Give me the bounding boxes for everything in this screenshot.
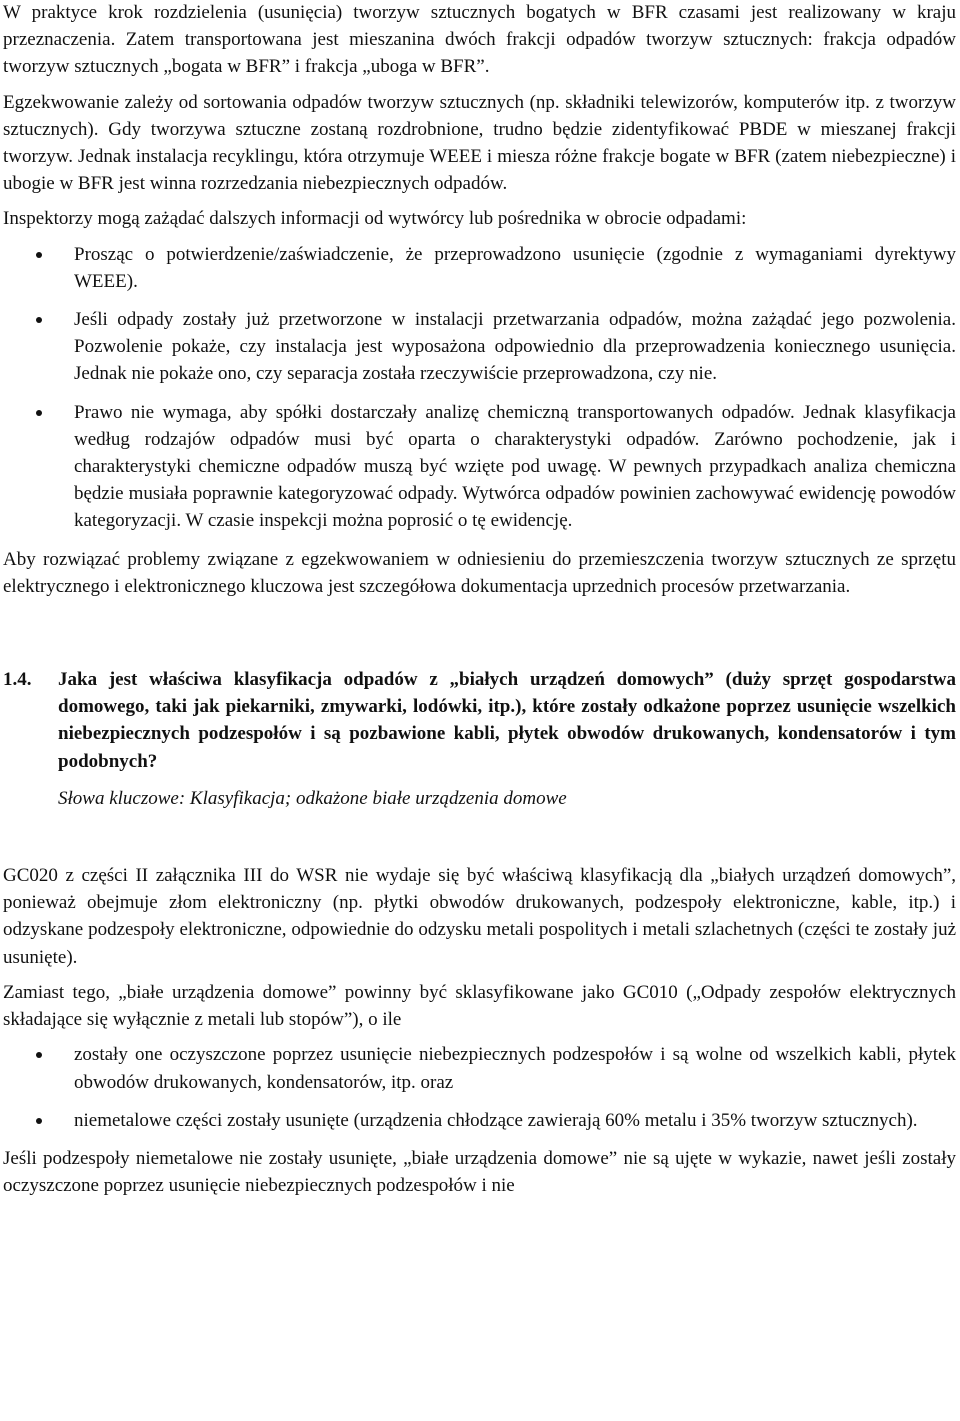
paragraph-gc010: Zamiast tego, „białe urządzenia domowe” powinny być sklasyfikowane jako GC010 („Odpady zespołów elektrycznych składające się wyłącznie z metali lub stopów”), o ile: [3, 981, 956, 1031]
bullet-icon: [36, 410, 42, 416]
paragraph-gc020: GC020 z części II załącznika III do WSR nie wydaje się być właściwą klasyfikacją dla „białych urządzeń domowych”, ponieważ obejmuje złom elektroniczny (np. płytki obwodów drukowanych, podzespoły elektroniczne, kable, itp.) i odzyskane podzespoły elektroniczne, odpowiednie do odzysku metali pospolitych i metali szlachetnych (części te zostały już usunięte).: [3, 865, 956, 968]
bullet-icon: [36, 317, 42, 323]
paragraph-documentation: Aby rozwiązać problemy związane z egzekwowaniem w odniesieniu do przemieszczenia tworzyw sztucznych ze sprzętu elektrycznego i elektronicznego kluczowa jest szczegółowa dokumentacja uprzednich procesów przetwarzania.: [3, 548, 956, 597]
paragraph-non-metal: Jeśli podzespoły niemetalowe nie zostały usunięte, „białe urządzenia domowe” nie są ujęte w wykazie, nawet jeśli zostały oczyszczone poprzez usunięcie niebezpiecznych podzespołów i nie: [3, 1147, 956, 1197]
list-item: [3, 241, 956, 295]
section-number: 1.4.: [3, 669, 32, 691]
section-keywords: Słowa kluczowe: Klasyfikacja; odkażone białe urządzenia domowe: [58, 787, 567, 809]
list-item-text: zostały one oczyszczone poprzez usunięcie niebezpiecznych podzespołów i są wolne od wszelkich kabli, płytek obwodów drukowanych, kondensatorów, itp. oraz: [74, 1044, 956, 1093]
bullet-icon: [36, 252, 42, 258]
list-item: [3, 1107, 956, 1134]
document-page: [3, 0, 956, 1207]
list-item-text: Prawo nie wymaga, aby spółki dostarczały analizę chemiczną transportowanych odpadów. Jednak klasyfikacja według rodzajów odpadów musi być oparta o charakterystyki odpadów. Zarówno pochodzenie, jak i charakterystyki chemiczne odpadów muszą być wzięte pod uwagę. W pewnych przypadkach analiza chemiczna będzie musiała poprawnie kategoryzować odpady. Wytwórca odpadów powinien zachowywać ewidencję powodów kategoryzacji. W czasie inspekcji można poprosić o tę ewidencję.: [74, 401, 956, 532]
list-item: [3, 1041, 956, 1095]
list-item-text: niemetalowe części zostały usunięte (urządzenia chłodzące zawierają 60% metalu i 35% tworzyw sztucznych).: [74, 1109, 918, 1131]
inspection-bullet-list: [3, 241, 956, 535]
bullet-icon: [36, 1052, 42, 1058]
list-item: [3, 399, 956, 535]
paragraph-inspectors: Inspektorzy mogą zażądać dalszych informacji od wytwórcy lub pośrednika w obrocie odpadami:: [3, 208, 747, 230]
conditions-bullet-list: [3, 1041, 956, 1134]
paragraph-enforcement: Egzekwowanie zależy od sortowania odpadów tworzyw sztucznych (np. składniki telewizorów, komputerów itp. z tworzyw sztucznych). Gdy tworzywa sztuczne zostaną rozdrobnione, trudno będzie zidentyfikować PBDE w mieszanej frakcji tworzyw. Jednak instalacja recyklingu, która otrzymuje WEEE i miesza różne frakcje bogate w BFR (zatem niebezpieczne) i ubogie w BFR jest winna rozrzedzania niebezpiecznych odpadów.: [3, 91, 956, 195]
bullet-icon: [36, 1118, 42, 1124]
list-item: [3, 306, 956, 388]
section-heading: [3, 666, 956, 775]
list-item-text: Jeśli odpady zostały już przetworzone w instalacji przetwarzania odpadów, można zażądać jego pozwolenia. Pozwolenie pokaże, czy instalacja jest wyposażona odpowiednio dla przeprowadzenia koniecznego usunięcia. Jednak nie pokaże ono, czy separacja została rzeczywiście przeprowadzona, czy nie.: [74, 309, 956, 385]
section-title: Jaka jest właściwa klasyfikacja odpadów z „białych urządzeń domowych” (duży sprzęt gospodarstwa domowego, taki jak piekarniki, zmywarki, lodówki, itp.), które zostały odkażone poprzez usunięcie wszelkich niebezpiecznych podzespołów i są pozbawione kabli, płytek obwodów drukowanych, kondensatorów i tym podobnych?: [58, 669, 956, 772]
list-item-text: Prosząc o potwierdzenie/zaświadczenie, że przeprowadzono usunięcie (zgodnie z wymaganiami dyrektywy WEEE).: [74, 243, 956, 292]
paragraph-bfr-separation: W praktyce krok rozdzielenia (usunięcia) tworzyw sztucznych bogatych w BFR czasami jest realizowany w kraju przeznaczenia. Zatem transportowana jest mieszanina dwóch frakcji odpadów tworzyw sztucznych: frakcja odpadów tworzyw sztucznych „bogata w BFR” i frakcja „uboga w BFR”.: [3, 2, 956, 78]
